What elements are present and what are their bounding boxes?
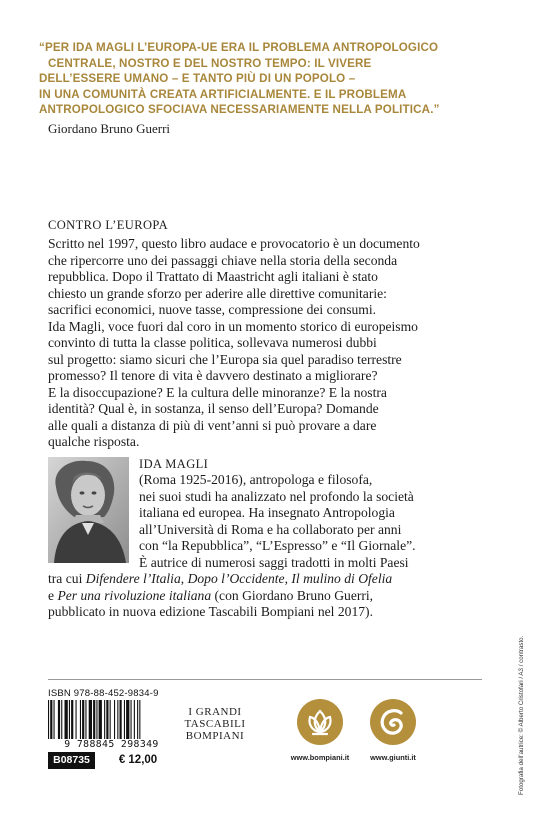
quote-line: CENTRALE, NOSTRO E DEL NOSTRO TEMPO: IL VIVERE	[48, 56, 372, 70]
quote-line: DELL’ESSERE UMANO – E TANTO PIÙ DI UN POPOLO –	[39, 72, 356, 86]
author-name: IDA MAGLI	[139, 457, 209, 471]
barcode-bar	[134, 700, 135, 740]
barcode-bar	[96, 700, 97, 740]
giunti-swirl-icon	[370, 699, 416, 745]
book-title: Dopo l’Occidente	[187, 571, 285, 586]
description-line: Scritto nel 1997, questo libro audace e provocatorio è un documento	[48, 236, 420, 251]
bio-line: all’Università di Roma e ha collaborato per anni	[139, 521, 402, 537]
barcode-bar	[80, 700, 81, 740]
series-logo-line: TASCABILI	[184, 718, 246, 730]
description-line: alle quali a distanza di più di vent’anni si può provare a dare	[48, 417, 377, 433]
bio-line	[48, 571, 518, 588]
barcode-bar	[69, 700, 70, 740]
description-line: Ida Magli, voce fuori dal coro in un momento storico di europeismo	[48, 318, 418, 334]
price: € 12,00	[118, 754, 158, 766]
book-description	[48, 236, 508, 451]
barcode-bar	[61, 700, 62, 740]
description-line: sacrifici economici, nuove tasse, compressione dei consumi.	[48, 302, 377, 317]
description-line: qualche risposta.	[48, 434, 140, 449]
giunti-url: www.giunti.it	[370, 753, 416, 762]
barcode-bar	[89, 700, 92, 740]
bio-text: tra cui	[48, 571, 86, 586]
product-code: B08735	[48, 752, 95, 769]
barcode-bar	[110, 700, 111, 740]
barcode-bar	[139, 700, 140, 740]
bio-line: con “la Repubblica”, “L’Espresso” e “Il Giornale”.	[139, 538, 416, 553]
bompiani-badge	[297, 699, 343, 745]
barcode-bar	[104, 700, 105, 740]
description-line: repubblica. Dopo il Trattato di Maastricht agli italiani è stato	[48, 269, 378, 284]
series-logo	[183, 706, 247, 742]
barcode-bar	[50, 700, 52, 740]
description-line: identità? Qual è, in sostanza, il senso dell’Europa? Domande	[48, 401, 379, 416]
bio-text: ,	[284, 571, 292, 586]
bompiani-flower-icon	[297, 699, 343, 745]
divider	[48, 679, 482, 680]
quote-author: Giordano Bruno Guerri	[48, 121, 171, 136]
barcode-bar	[131, 700, 132, 740]
bio-line: italiana ed europea. Ha insegnato Antropologia	[139, 505, 395, 520]
description-line: promesso? Il tenore di vita è davvero destinato a migliorare?	[48, 368, 378, 383]
description-line: che ripercorre uno dei passaggi chiave nella storia della seconda	[48, 252, 398, 268]
barcode-bar	[117, 700, 118, 740]
barcode-bar	[120, 700, 122, 740]
bio-line: nei suoi studi ha analizzato nel profondo la società	[139, 488, 414, 504]
book-title: Per una rivoluzione italiana	[57, 587, 212, 603]
author-bio	[48, 472, 518, 621]
book-title-heading: CONTRO L’EUROPA	[48, 218, 169, 232]
barcode-bar	[48, 700, 49, 740]
quote-line: IN UNA COMUNITÀ CREATA ARTIFICIALMENTE. E IL PROBLEMA	[39, 87, 407, 101]
barcode-bar	[54, 700, 55, 740]
description-line: sul progetto: siamo sicuri che l’Europa sia quel paradiso terrestre	[48, 351, 402, 367]
cover-quote	[39, 40, 479, 118]
bio-text: e	[48, 587, 58, 603]
description-line: chiesto un grande sforzo per aderire alle direttive comunitarie:	[48, 285, 387, 301]
bio-line: pubblicato in nuova edizione Tascabili Bompiani nel 2017).	[48, 604, 373, 619]
bio-line: (Roma 1925-2016), antropologa e filosofa,	[139, 472, 373, 487]
photo-credit: Fotografia dell’autrice: © Alberto Cristofari / A3 / contrasto.	[518, 635, 525, 795]
bio-line: È autrice di numerosi saggi tradotti in molti Paesi	[139, 554, 409, 570]
barcode-bar	[85, 700, 86, 740]
barcode-bar	[106, 700, 108, 740]
barcode-digits: 9 788845 298349	[46, 739, 177, 750]
quote-line: “PER IDA MAGLI L’EUROPA-UE ERA IL PROBLEMA ANTROPOLOGICO	[39, 41, 439, 54]
barcode-bar	[76, 700, 77, 740]
book-title: Difendere l’Italia	[85, 571, 181, 586]
description-line: E la disoccupazione? E la cultura delle minoranze? E la nostra	[48, 384, 387, 400]
barcode-bar	[126, 700, 129, 740]
description-line: convinto di tutta la classe politica, sollevava numerosi dubbi	[48, 335, 377, 350]
bio-text: ,	[180, 571, 188, 586]
book-title: Il mulino di Ofelia	[291, 571, 393, 586]
barcode-bar	[137, 700, 138, 740]
bompiani-url: www.bompiani.it	[290, 753, 350, 762]
barcode-bar	[124, 700, 125, 740]
barcode-bar	[99, 700, 102, 740]
bio-text: (con Giordano Bruno Guerri,	[211, 587, 374, 603]
isbn: ISBN 978-88-452-9834-9	[48, 688, 159, 699]
barcode-bar	[93, 700, 95, 740]
series-logo-line: I GRANDI	[188, 706, 242, 718]
series-logo-line: BOMPIANI	[185, 730, 245, 742]
barcode-bar	[65, 700, 68, 740]
bio-line	[48, 588, 518, 605]
giunti-badge	[370, 699, 416, 745]
barcode-bar	[114, 700, 115, 740]
barcode-bar	[82, 700, 84, 740]
barcode-bar	[71, 700, 73, 740]
quote-line: ANTROPOLOGICO SFOCIAVA NECESSARIAMENTE NELLA POLITICA.”	[39, 103, 440, 117]
barcode-bar	[58, 700, 60, 740]
